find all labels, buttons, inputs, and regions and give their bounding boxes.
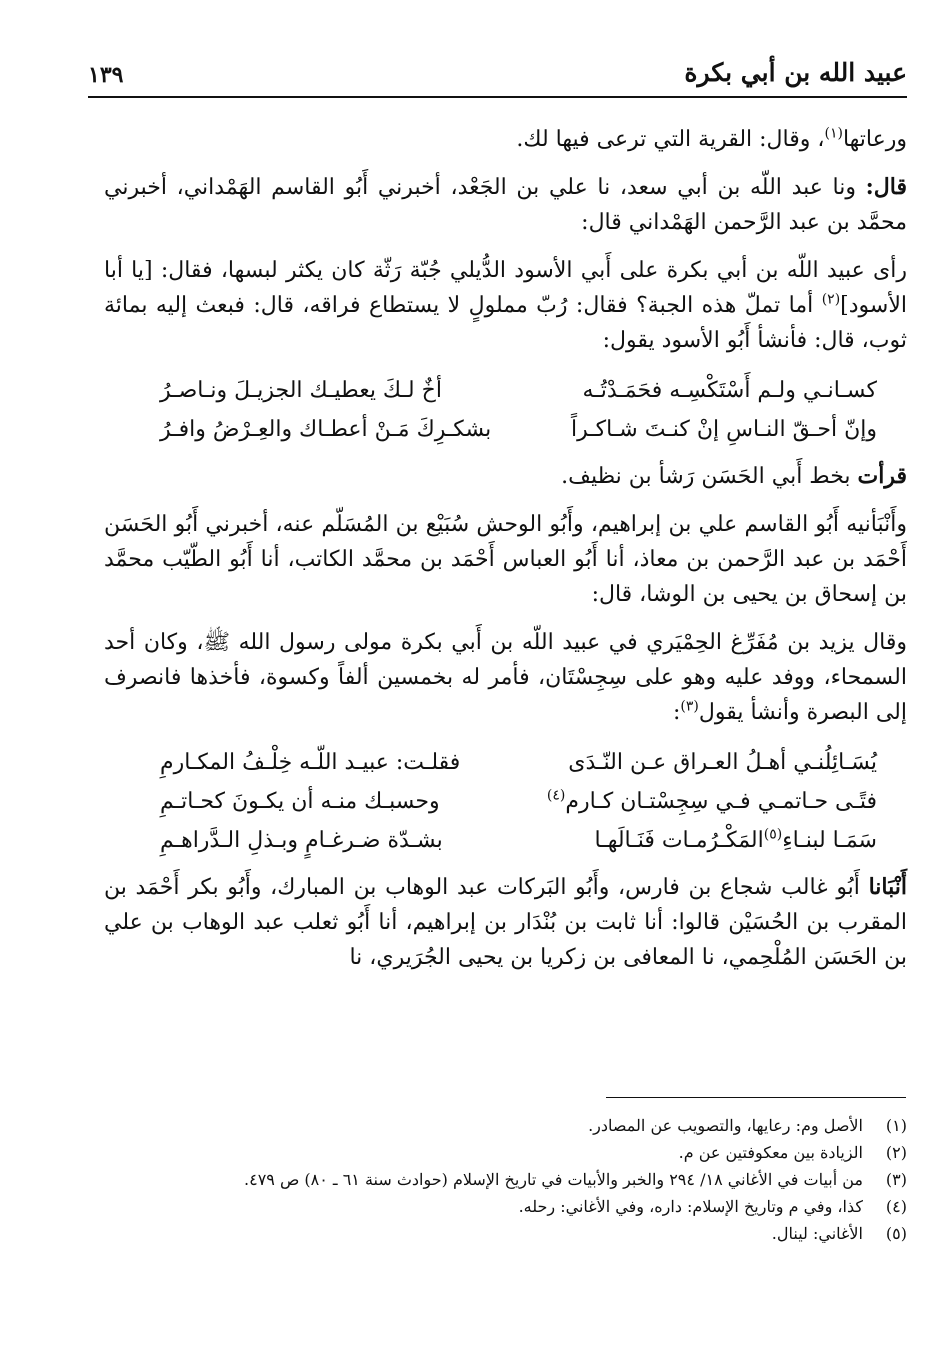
paragraph-lead-word: قرأت — [857, 463, 907, 489]
footnote-divider — [606, 1097, 906, 1098]
verse-line — [104, 743, 907, 782]
footnote-text: الأغاني: لينال. — [771, 1224, 863, 1243]
footnote-number: (١) — [885, 1116, 907, 1135]
paragraph — [104, 170, 907, 240]
paragraph-text: أما تملّ هذه الجبة؟ فقال: رُبّ مملولٍ لا يستطاع فراقه، قال: فبعث إليه بمائة ثوب، قال: فأنشأ أَبُو الأسود يقول: — [104, 293, 907, 353]
paragraph-text: ونا عبد اللّه بن أبي سعد، نا علي بن الجَعْد، أخبرني أَبُو القاسم الهَمْداني، أخبرني محمَّد بن عبد الرَّحمن الهَمْداني قال: — [104, 175, 907, 235]
running-title: عبيد الله بن أبي بكرة — [684, 58, 907, 87]
paragraph-lead-word: أَنْبَانا — [868, 874, 907, 900]
footnote-text: الأصل وم: رعايها، والتصويب عن المصادر. — [588, 1116, 863, 1135]
verse-first-hemistich — [595, 821, 877, 860]
body-text — [104, 122, 907, 988]
verse-second-hemistich: بشـدّة ضـرغـامٍ وبـذلِ الـدَّراهـمِ — [160, 828, 443, 853]
verse-first-hemistich — [547, 782, 877, 821]
verse-line — [104, 782, 907, 821]
footnote-ref: (٥) — [763, 826, 783, 843]
footnotes — [104, 1112, 907, 1247]
paragraph — [104, 253, 907, 358]
verse-line — [104, 371, 907, 410]
verse-first-hemistich: وإنّ أحـقّ النـاسِ إنْ كنـتَ شـاكـراً — [570, 417, 877, 442]
verse-text: سَمَـا لبنـاءِ — [782, 828, 877, 853]
verse-line — [104, 410, 907, 449]
paragraph-text: رأى عبيد اللّه بن أبي بكرة على أَبي الأسود الدُّيلي جُبّة رَثّة كان يكثر لبسها، فقال: [يا أبا الأسود] — [104, 258, 907, 318]
footnote-item — [104, 1166, 907, 1193]
verse-second-hemistich: بشكـرِكَ مَـنْ أعطـاك والعِـرْضُ وافـرُ — [160, 417, 492, 442]
footnote-item — [104, 1112, 907, 1139]
footnote-ref: (٢) — [821, 291, 841, 308]
verse-second-hemistich: فقلـت: عبيـد اللّـه خِلْـفُ المكـارمِ — [160, 750, 461, 775]
footnote-text: الزيادة بين معكوفتين عن م. — [678, 1143, 863, 1162]
footnote-number: (٣) — [885, 1170, 907, 1189]
paragraph-text: أَبُو غالب شجاع بن فارس، وأَبُو البَركات عبد الوهاب بن المبارك، وأَبُو بكر أَحْمَد بن المقرب بن الحُسَيْن قالوا: أنا ثابت بن بُنْدَار بن إبراهيم، أنا أَبُو ثعلب عبد الوهاب بن علي بن الحَسَن المُلْحِمي، نا المعافى بن زكريا بن يحيى الجُرَيري، نا — [104, 875, 907, 970]
verse-first-hemistich: كسـانـي ولـم أَسْتَكْسِـه فحَمَـدْتُـه — [582, 378, 877, 403]
verse-text: فتًـى حـاتمـي فـي سِجِسْتـان كـارم — [565, 789, 877, 814]
paragraph — [104, 507, 907, 612]
paragraph-text: ، وقال: القرية التي ترعى فيها لك. — [516, 127, 825, 152]
verse-block — [104, 371, 907, 449]
paragraph — [104, 625, 907, 730]
footnote-item — [104, 1193, 907, 1220]
paragraph-text: وأَنْبَأنيه أَبُو القاسم علي بن إبراهيم، وأَبُو الوحش سُبَيْع بن المُسَلّم عنه، أخبرني أَبُو الحَسَن أَحْمَد بن عبد الرَّحمن بن معاذ، أنا أَبُو العباس أَحْمَد بن محمَّد الكاتب، أنا أَبُو الطّيّب محمَّد بن إسحاق بن يحيى بن الوشا، قال: — [104, 512, 907, 607]
verse-first-hemistich: يُسَـائِلُنـي أهـلُ العـراق عـن النّـدَى — [568, 750, 877, 775]
running-head — [88, 56, 907, 98]
paragraph — [104, 870, 907, 975]
footnote-ref: (٤) — [546, 787, 566, 804]
verse-line — [104, 821, 907, 860]
verse-block — [104, 743, 907, 860]
footnote-text: كذا، وفي م وتاريخ الإسلام: داره، وفي الأغاني: رحله. — [518, 1197, 863, 1216]
paragraph-text: بخط أَبي الحَسَن رَشأ بن نظيف. — [561, 464, 858, 489]
verse-second-hemistich: أخٌ لـكَ يعطيـك الجزيـلَ ونـاصـرُ — [160, 378, 442, 403]
page-number: ١٣٩ — [88, 62, 124, 88]
footnote-number: (٥) — [885, 1224, 907, 1243]
footnote-item — [104, 1139, 907, 1166]
footnote-text: من أبيات في الأغاني ١٨/ ٢٩٤ والخبر والأبيات في تاريخ الإسلام (حوادث سنة ٦١ ـ ٨٠) ص ٤٧٩. — [244, 1170, 863, 1189]
verse-second-hemistich: وحسبـك منـه أن يكـونَ كحـاتـمِ — [160, 789, 440, 814]
paragraph-text: ورعاتها — [842, 127, 907, 152]
paragraph — [104, 459, 907, 494]
footnote-number: (٤) — [885, 1197, 907, 1216]
paragraph-text: وقال يزيد بن مُفَرِّغ الحِمْيَري في عبيد اللّه بن أَبي بكرة مولى رسول الله ﷺ، وكان أحد السمحاء، ووفد عليه وهو على سِجِسْتَان، فأمر له بخمسين ألفاً وكسوة، فأخذها فانصرف إلى البصرة وأنشأ يقول — [104, 630, 907, 725]
footnote-ref: (٣) — [680, 698, 699, 715]
footnote-item — [104, 1220, 907, 1247]
verse-text: المَكْـرُمـات فَنَـالَهـا — [594, 828, 764, 853]
footnote-ref: (١) — [824, 125, 843, 142]
paragraph-text: : — [672, 700, 681, 725]
paragraph — [104, 122, 907, 157]
footnote-number: (٢) — [885, 1143, 907, 1162]
paragraph-lead-word: قال: — [865, 174, 907, 200]
